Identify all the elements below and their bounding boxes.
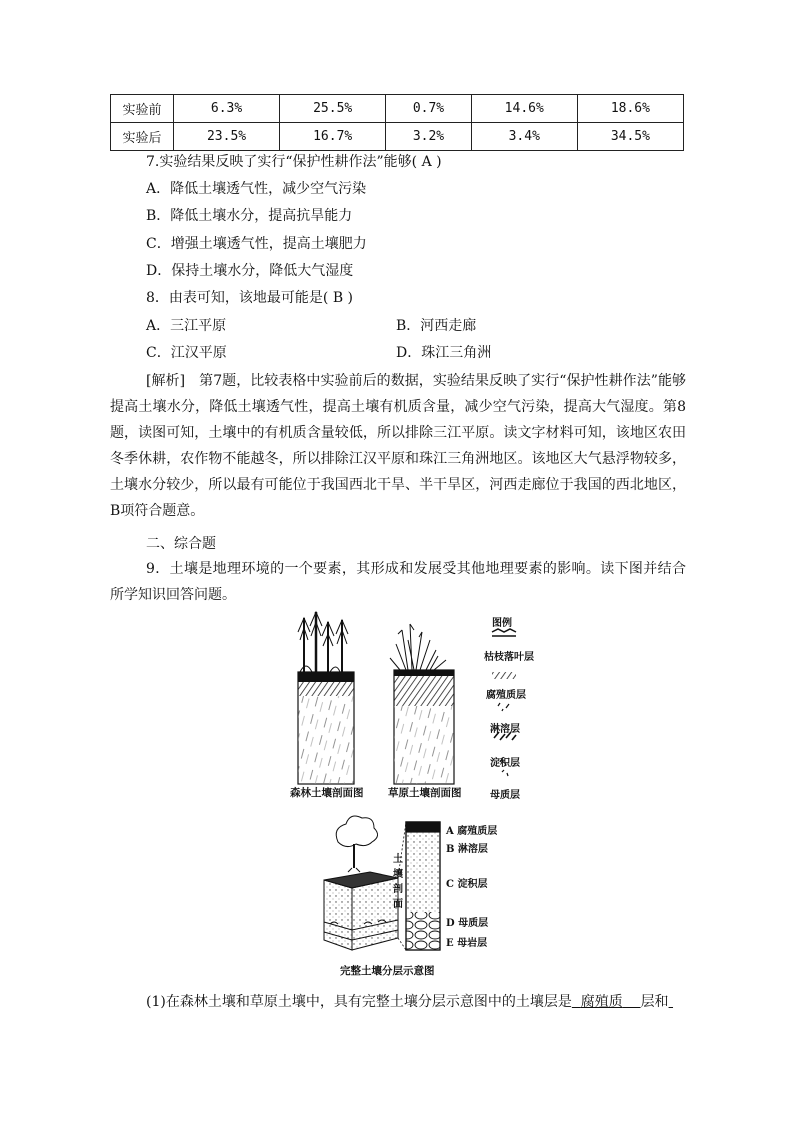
complete-soil-diagram	[316, 810, 444, 958]
q9-1-second-blank	[669, 994, 673, 1010]
question-9-1	[146, 992, 673, 1012]
complete-diagram-caption: 完整土壤分层示意图	[340, 965, 435, 977]
forest-trees-icon	[298, 612, 348, 672]
q8-option-d: D．珠江三角洲	[396, 345, 492, 361]
legend-title: 图例	[492, 618, 512, 629]
humus-layer-symbol	[492, 672, 516, 679]
table-cell: 6.3%	[174, 95, 280, 123]
grass-caption: 草原土壤剖面图	[388, 787, 462, 799]
table-cell: 34.5%	[577, 123, 683, 151]
legend-leaching: 淋溶层	[490, 724, 520, 735]
question-7-stem: 7.实验结果反映了实行“保护性耕作法”能够( A )	[146, 154, 442, 170]
question-8-stem: 8．由表可知，该地最可能是( B )	[146, 290, 354, 306]
tree-icon	[336, 816, 377, 872]
table-cell: 3.2%	[386, 123, 471, 151]
leaching-layer-symbol	[498, 703, 509, 711]
profile-label-char: 剖	[393, 884, 403, 895]
legend-deposition: 淀积层	[490, 758, 520, 769]
profile-label-char: 壤	[393, 869, 403, 880]
q9-1-answer: 腐殖质	[580, 994, 623, 1010]
layer-c-label: C 淀积层	[446, 879, 488, 890]
grassland-soil-profile	[390, 624, 454, 784]
soil-profiles-figure	[280, 610, 540, 800]
table-cell: 23.5%	[174, 123, 280, 151]
q8-option-b: B．河西走廊	[396, 318, 477, 334]
table-cell: 18.6%	[577, 95, 683, 123]
q7-option-a: A．降低土壤透气性，减少空气污染	[146, 181, 367, 197]
profile-vertical-label	[393, 852, 403, 912]
table-cell: 14.6%	[471, 95, 577, 123]
table-row	[111, 123, 684, 151]
legend-humus: 腐殖质层	[486, 690, 526, 701]
grass-icon	[390, 624, 446, 670]
q7-option-d: D．保持土壤水分，降低大气湿度	[146, 263, 354, 279]
legend-litter: 枯枝落叶层	[484, 652, 534, 663]
q7-option-b: B．降低土壤水分，提高抗旱能力	[146, 208, 353, 224]
q9-1-prefix: (1)在森林土壤和草原土壤中，具有完整土壤分层示意图中的土壤层是	[146, 994, 572, 1010]
table-cell: 0.7%	[386, 95, 471, 123]
profile-label-char: 面	[393, 899, 403, 910]
q8-option-c: C．江汉平原	[146, 345, 227, 361]
table-cell: 16.7%	[280, 123, 386, 151]
q7-option-c: C．增强土壤透气性，提高土壤肥力	[146, 236, 367, 252]
data-table	[110, 94, 684, 151]
layer-d-label: D 母质层	[446, 918, 489, 929]
q9-1-answer-blank	[572, 994, 641, 1010]
soil-block-3d	[324, 872, 398, 950]
layer-b-label: B 淋溶层	[446, 844, 488, 855]
forest-soil-profile	[298, 612, 354, 784]
q9-1-suffix: 层和	[640, 994, 669, 1010]
row-label: 实验前	[111, 95, 174, 123]
forest-caption: 森林土壤剖面图	[290, 787, 364, 799]
table-row	[111, 95, 684, 123]
question-9-stem: 9．土壤是地理环境的一个要素，其形成和发展受其他地理要素的影响。读下图并结合所学知识回答问题。	[110, 561, 686, 603]
legend-parent-material: 母质层	[490, 790, 520, 801]
q8-option-a: A．三江平原	[146, 318, 227, 334]
profile-label-char: 土	[393, 854, 403, 865]
analysis-paragraph: [解析] 第7题，比较表格中实验前后的数据，实验结果反映了实行“保护性耕作法”能够提高土壤水分，降低土壤透气性，提高土壤有机质含量，减少空气污染，提高大气湿度。第8题，读图可知，土壤中的有机质含量较低，所以排除三江平原。读文字材料可知，该地区农田冬季休耕，农作物不能越冬，所以排除江汉平原和珠江三角洲地区。该地区大气悬浮物较多，土壤水分较少，所以最有可能位于我国西北干旱、半干旱区，河西走廊位于我国的西北地区，B项符合题意。	[110, 373, 686, 519]
layer-a-label: A 腐殖质层	[446, 826, 498, 837]
layer-e-label: E 母岩层	[446, 938, 488, 949]
litter-layer-symbol	[492, 629, 516, 636]
profile-column	[406, 822, 440, 950]
section-heading: 二、综合题	[146, 536, 216, 552]
table-cell: 25.5%	[280, 95, 386, 123]
row-label: 实验后	[111, 123, 174, 151]
table-cell: 3.4%	[471, 123, 577, 151]
